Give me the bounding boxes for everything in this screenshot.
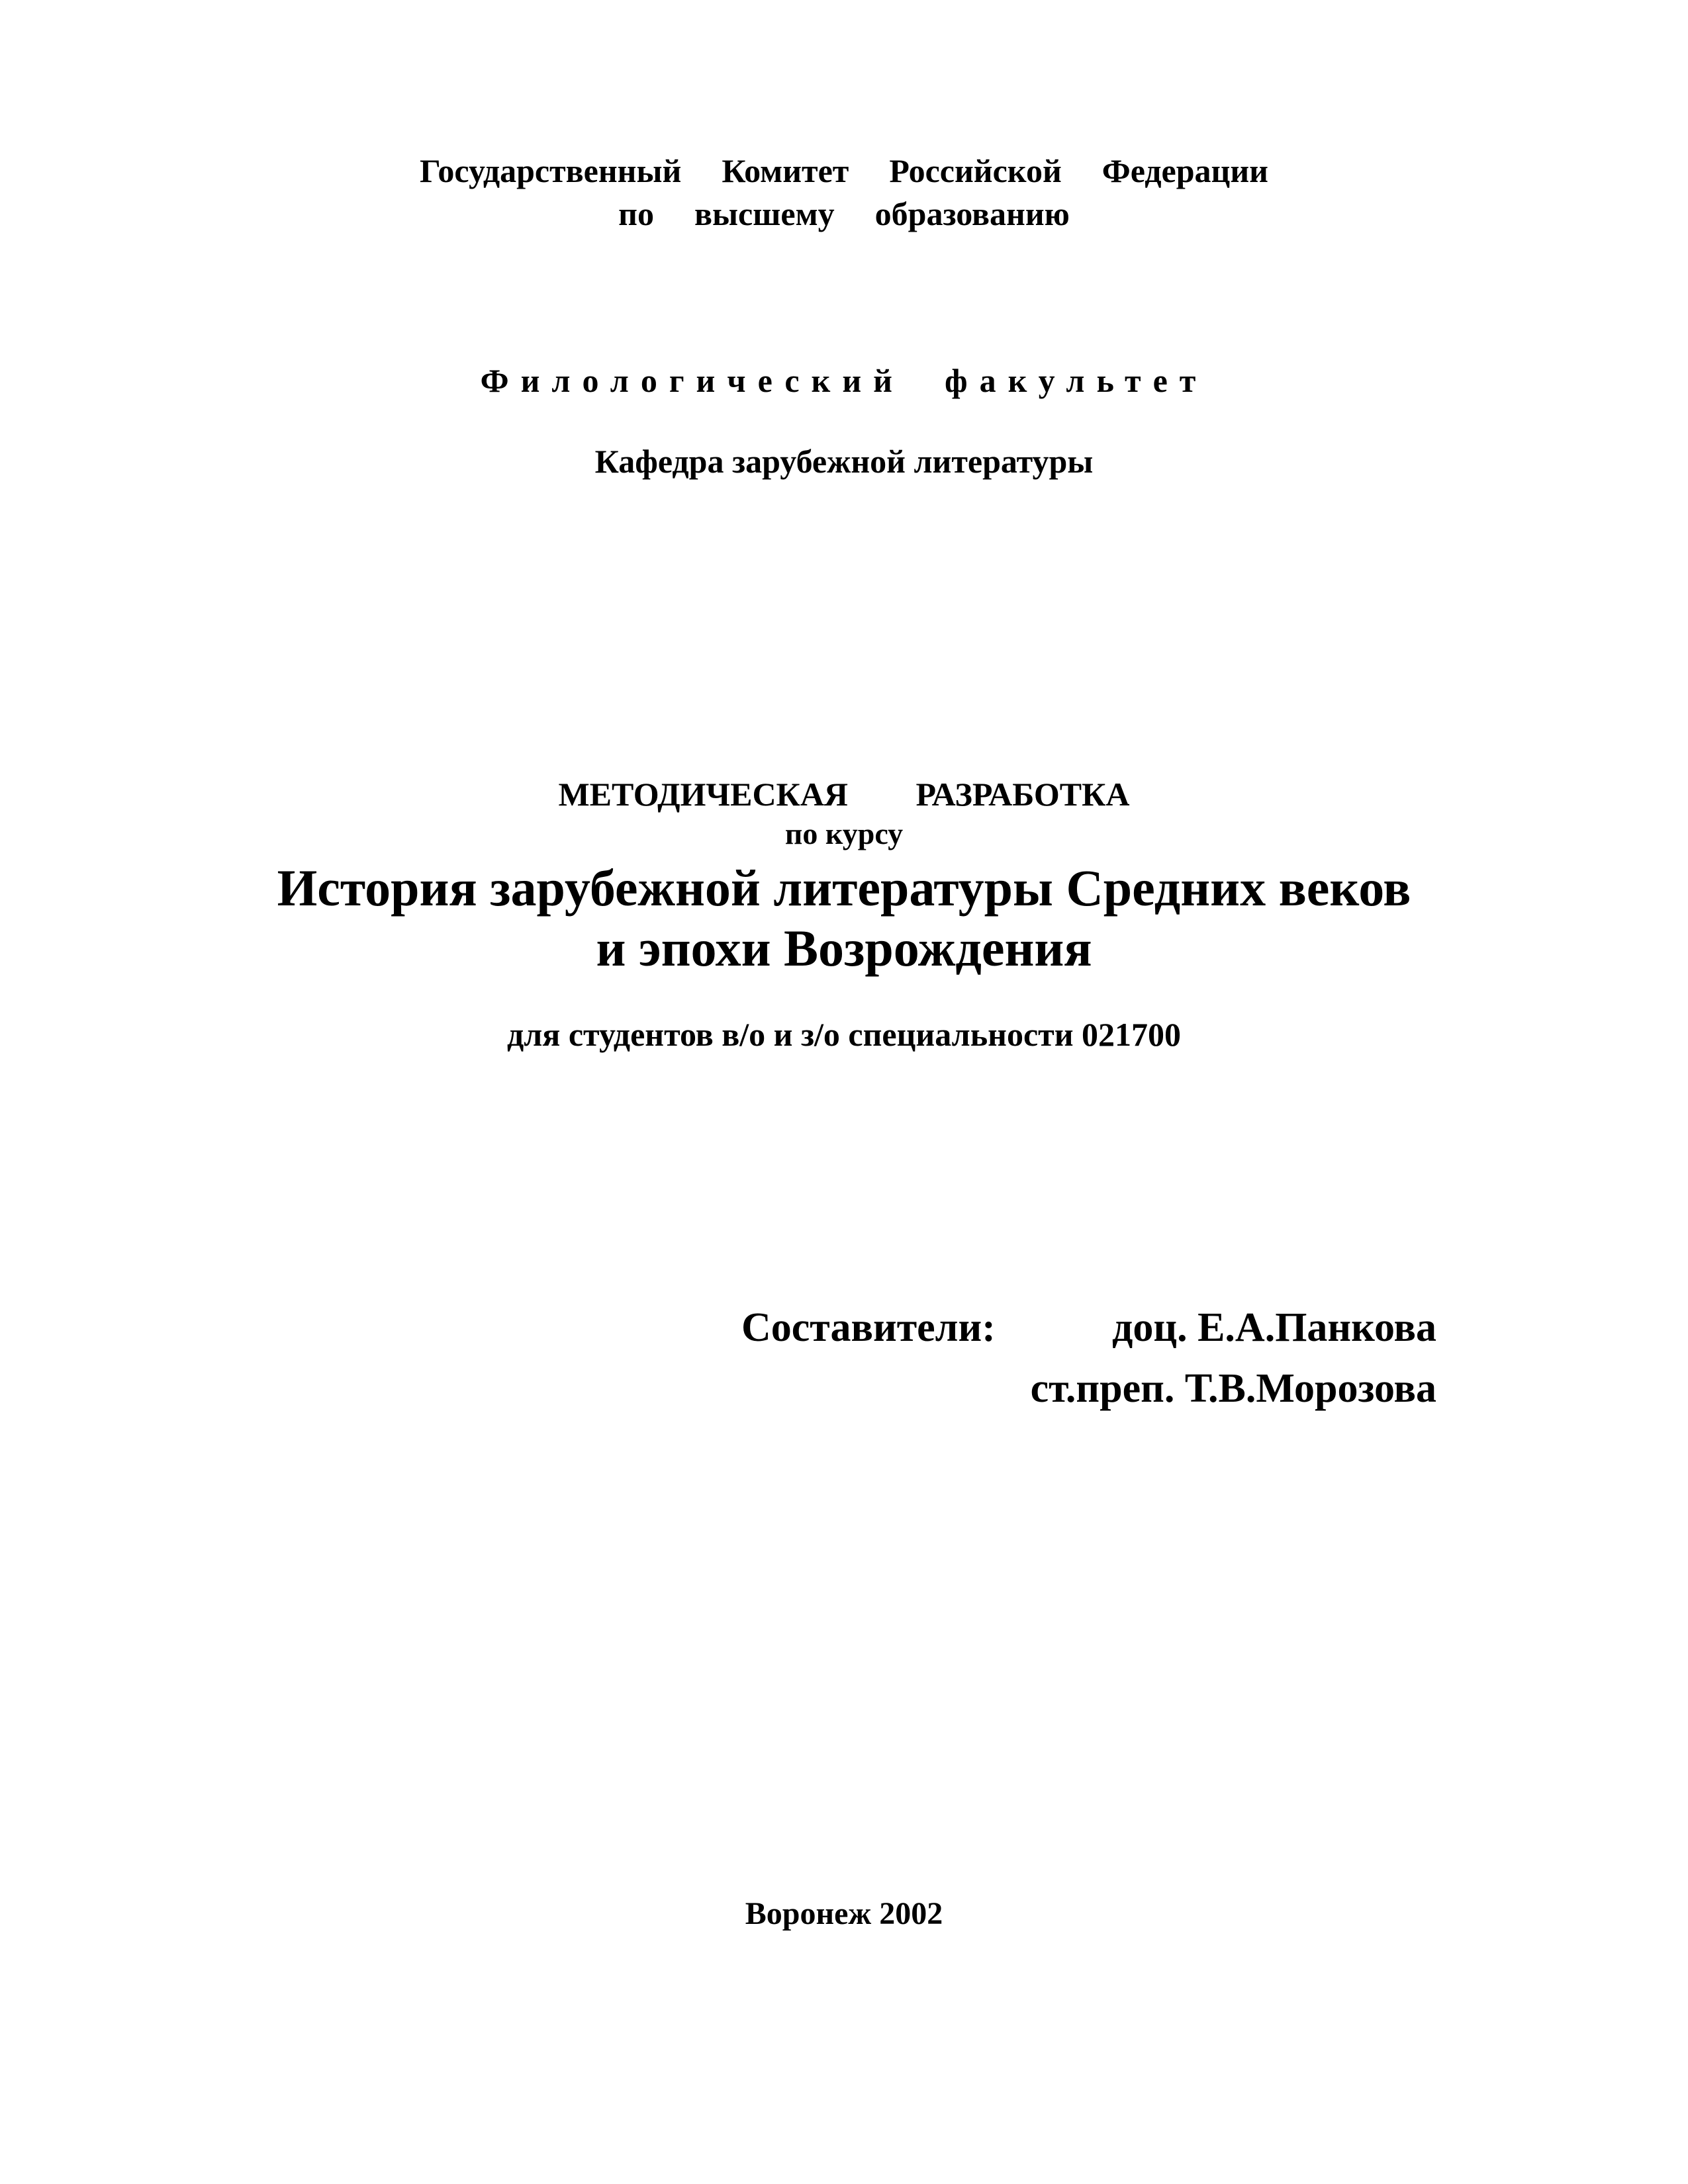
city-year: Воронеж 2002 (745, 1896, 943, 1931)
department-name: Кафедра зарубежной литературы (594, 443, 1094, 480)
ministry-line-1: Государственный Комитет Российской Федерации (420, 152, 1268, 189)
compiler-name: ст.преп. Т.В.Морозова (1030, 1366, 1436, 1411)
compilers-block (741, 1307, 1436, 1413)
document-type: МЕТОДИЧЕСКАЯ РАЗРАБОТКА (558, 776, 1130, 813)
compiler-name: доц. Е.А.Панкова (1111, 1305, 1436, 1350)
faculty-name: Филологический факультет (480, 362, 1208, 399)
compilers-names (1031, 1297, 1436, 1419)
ministry-line-2: по высшему образованию (618, 195, 1070, 232)
title-line-1: История зарубежной литературы Средних веков (277, 859, 1411, 917)
course-intro: по курсу (784, 817, 904, 850)
title-line-2: и эпохи Возрождения (596, 919, 1092, 977)
compilers-label: Составители: (741, 1305, 996, 1350)
audience-line: для студентов в/о и з/о специальности 021700 (506, 1016, 1182, 1053)
